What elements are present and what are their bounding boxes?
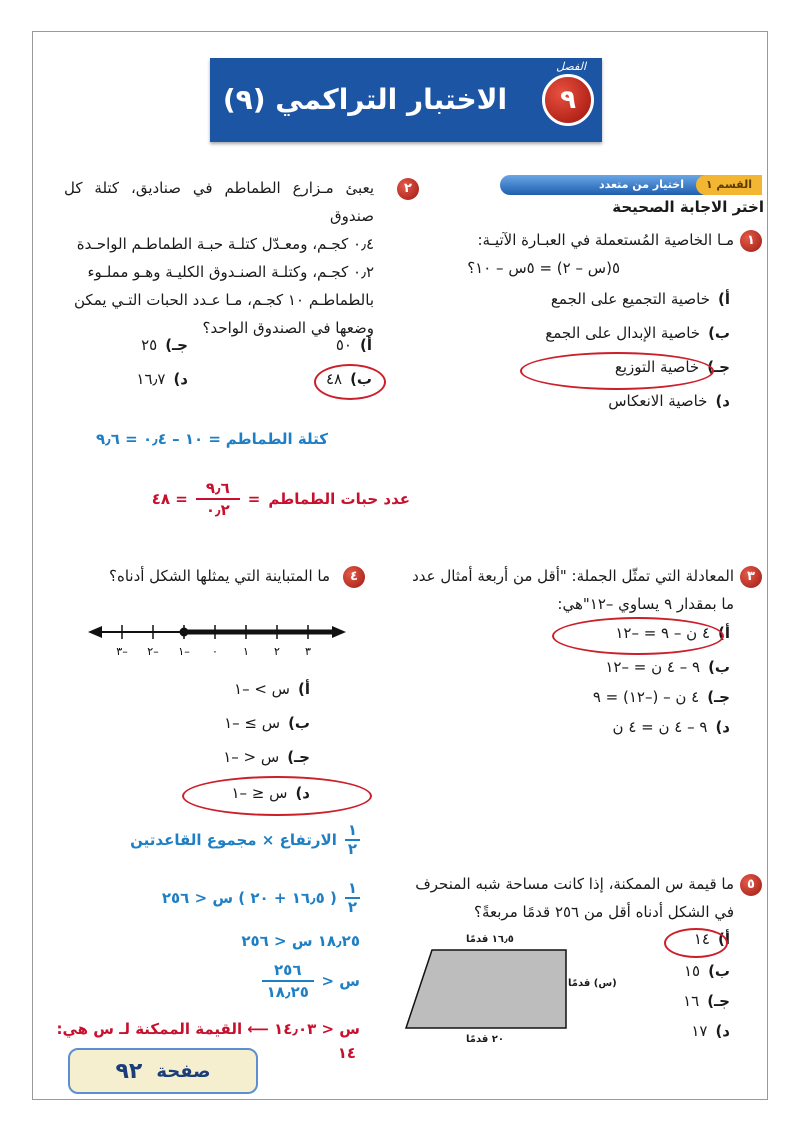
fraction [345, 880, 360, 916]
work-label: عدد حبات الطماطم [268, 490, 410, 508]
q3-option-d[interactable] [613, 718, 730, 736]
q5-answer-circle [664, 928, 728, 958]
question-1-text: مـا الخاصية المُستعملة في العبـارة الآتيـة: [477, 231, 734, 249]
option-text: س ≥ –١ [224, 714, 281, 732]
option-letter: أ) [718, 290, 730, 308]
equals-sign: = [247, 490, 261, 508]
number-line-tick-label: ٢– [147, 645, 159, 658]
q2-work-line-1 [96, 430, 328, 448]
work-label: كتلة الطماطم [225, 430, 328, 448]
trapezoid-side-label: (س) قدمًا [568, 978, 617, 989]
page-number-badge [68, 1048, 258, 1094]
trapezoid-shape [406, 950, 566, 1028]
option-text: ١٥ [683, 962, 701, 980]
option-text: ١٤ [693, 930, 710, 948]
option-text: ٩ – ٤ ن = ٤ ن [612, 718, 708, 736]
option-text: س < –١ [223, 748, 280, 766]
fraction-numerator: ١ [345, 822, 360, 841]
work-text: الارتفاع × مجموع القاعدتين [130, 831, 337, 849]
section-type: اختيار من متعدد [598, 178, 684, 191]
question-1-number: ١ [740, 230, 762, 252]
question-4-text: ما المتباينة التي يمثلها الشكل أدناه؟ [109, 567, 330, 585]
q5-work-line-4 [262, 960, 360, 1002]
q2-option-a[interactable] [336, 336, 372, 354]
text-line: ما قيمة س الممكنة، إذا كانت مساحة شبه المنحرف [415, 875, 734, 893]
question-5-text [394, 870, 734, 926]
fraction-denominator: ٠٫٢ [205, 501, 230, 519]
q2-option-d[interactable] [136, 370, 188, 388]
option-letter: د) [715, 392, 730, 410]
q5-work-line-5: س < ١٤٫٠٣ ⟵ القيمة الممكنة لـ س هي: [56, 1020, 360, 1038]
chapter-number-badge [542, 74, 594, 126]
q3-option-b[interactable] [605, 658, 730, 676]
option-letter: أ) [360, 336, 372, 354]
closed-dot [180, 628, 189, 637]
fraction-numerator: ٩٫٦ [196, 478, 240, 500]
question-1-expression: ٥(س – ٢) = ٥س – ١٠؟ [467, 259, 620, 277]
trapezoid-bottom-label: ٢٠ قدمًا [466, 1034, 504, 1045]
q4-option-a[interactable] [234, 680, 310, 698]
option-letter: ب) [708, 962, 730, 980]
q1-option-d[interactable] [608, 392, 730, 410]
q3-answer-circle [552, 617, 724, 655]
text-line: بالطماطـم ١٠ كجـم، مـا عـدد الحبات التـي يمكن [74, 291, 374, 309]
option-text: ١٧ [691, 1022, 708, 1040]
question-5-number: ٥ [740, 874, 762, 896]
number-line-tick-label: ٣– [116, 645, 128, 658]
option-text: ٤٨ [325, 370, 343, 388]
chapter-banner [210, 58, 602, 142]
option-letter: ب) [350, 370, 372, 388]
q5-option-b[interactable] [684, 962, 730, 980]
option-letter: جـ) [707, 358, 730, 376]
q1-option-b[interactable] [545, 324, 730, 342]
question-2-text [64, 174, 374, 342]
q3-option-c[interactable] [593, 688, 730, 706]
option-text: خاصية الانعكاس [608, 392, 708, 410]
question-3-text [394, 562, 734, 618]
option-text: ٢٥ [141, 336, 158, 354]
fraction [196, 478, 240, 520]
question-3-number: ٣ [740, 566, 762, 588]
number-line-tick-label: ٠ [212, 645, 218, 658]
option-letter: جـ) [707, 992, 730, 1010]
fraction-numerator: ٢٥٦ [262, 960, 313, 982]
text-line: المعادلة التي تمثّل الجملة: "أقل من أربعة أمثال عدد [412, 567, 734, 585]
option-letter: أ) [718, 624, 730, 642]
fraction-denominator: ١٨٫٢٥ [266, 983, 309, 1001]
option-letter: د) [715, 718, 730, 736]
option-letter: ب) [708, 324, 730, 342]
option-letter: أ) [298, 680, 310, 698]
trapezoid-top-label: ١٦٫٥ قدمًا [466, 934, 514, 945]
fraction-numerator: ١ [345, 880, 360, 899]
q4-answer-circle [182, 776, 372, 816]
text-line: ٠٫٤ كجـم، ومعـدّل كتلـة حبـة الطماطـم الواحـدة [76, 235, 374, 253]
q1-option-a[interactable] [551, 290, 730, 308]
page-number: ٩٢ [115, 1058, 143, 1084]
option-letter: جـ) [165, 336, 188, 354]
work-expression: = ١٠ – ٠٫٤ = ٩٫٦ [96, 430, 221, 448]
text-line: ما بمقدار ٩ يساوي –١٢"هي: [557, 595, 734, 613]
chapter-title: الاختبار التراكمي (٩) [222, 83, 508, 116]
option-text: ١٦٫٧ [136, 370, 166, 388]
option-text: خاصية التجميع على الجمع [550, 290, 710, 308]
q2-answer-circle [314, 364, 386, 400]
option-letter: د) [715, 1022, 730, 1040]
number-line-tick-label: ٢ [274, 645, 280, 658]
option-letter: ب) [288, 714, 310, 732]
fraction [345, 822, 360, 858]
q5-work-line-6: ١٤ [337, 1044, 356, 1062]
chapter-number: ٩ [560, 85, 576, 115]
page-label: صفحة [156, 1060, 211, 1082]
fraction-denominator: ٢ [347, 898, 357, 916]
number-line [88, 614, 348, 660]
option-text: س ≤ –١ [231, 784, 288, 802]
right-arrow [332, 626, 346, 638]
number-line-tick-label: ٣ [305, 645, 311, 658]
option-text: س > –١ [234, 680, 290, 698]
option-text: ٩ – ٤ ن = –١٢ [605, 658, 701, 676]
number-line-tick-label: ١– [178, 645, 190, 658]
fraction [262, 960, 313, 1002]
q4-option-c[interactable] [223, 748, 310, 766]
q2-option-c[interactable] [141, 336, 188, 354]
option-letter: أ) [718, 930, 730, 948]
q2-work-line-2 [152, 478, 410, 520]
option-text: ٤ ن – ٩ = –١٢ [615, 624, 710, 642]
q5-work-line-1 [130, 822, 360, 858]
option-letter: د) [295, 784, 310, 802]
q5-work-line-3: ١٨٫٢٥ س < ٢٥٦ [241, 932, 360, 950]
q4-option-b[interactable] [224, 714, 310, 732]
q1-answer-circle [520, 352, 714, 390]
q5-option-d[interactable] [691, 1022, 730, 1040]
q5-work-line-2 [162, 880, 360, 916]
option-text: ٤ ن – (–١٢) = ٩ [592, 688, 700, 706]
question-2-number: ٢ [397, 178, 419, 200]
option-letter: جـ) [707, 688, 730, 706]
trapezoid-figure [404, 936, 624, 1066]
work-result: = ٤٨ [151, 490, 188, 508]
option-letter: ب) [708, 658, 730, 676]
section-tab [500, 175, 762, 195]
text-line: ٠٫٢ كجـم، وكتلـة الصنـدوق الكليـة وهـو مملـوء [87, 263, 374, 281]
option-text: ١٦ [683, 992, 700, 1010]
section-label: القسم ١ [696, 175, 762, 195]
work-text: ( ١٦٫٥ + ٢٠ ) س < ٢٥٦ [161, 889, 337, 907]
text-line: يعبئ مـزارع الطماطم في صناديق، كتلة كل صندوق [64, 179, 374, 225]
number-line-tick-label: ١ [243, 645, 249, 658]
chapter-label: الفصل [556, 60, 586, 73]
q5-option-c[interactable] [683, 992, 730, 1010]
text-line: وضعها في الصندوق الواحد؟ [202, 319, 374, 337]
text-line: في الشكل أدناه أقل من ٢٥٦ قدمًا مربعةً؟ [474, 903, 734, 921]
option-text: خاصية الإبدال على الجمع [545, 324, 701, 342]
left-arrow [88, 626, 102, 638]
instruction: اختر الاجابة الصحيحة [612, 198, 764, 216]
work-text: س < [321, 972, 360, 990]
question-4-number: ٤ [343, 566, 365, 588]
fraction-denominator: ٢ [347, 840, 357, 858]
option-letter: د) [173, 370, 188, 388]
option-text: ٥٠ [335, 336, 352, 354]
option-letter: جـ) [287, 748, 310, 766]
option-text: خاصية التوزيع [614, 358, 700, 376]
